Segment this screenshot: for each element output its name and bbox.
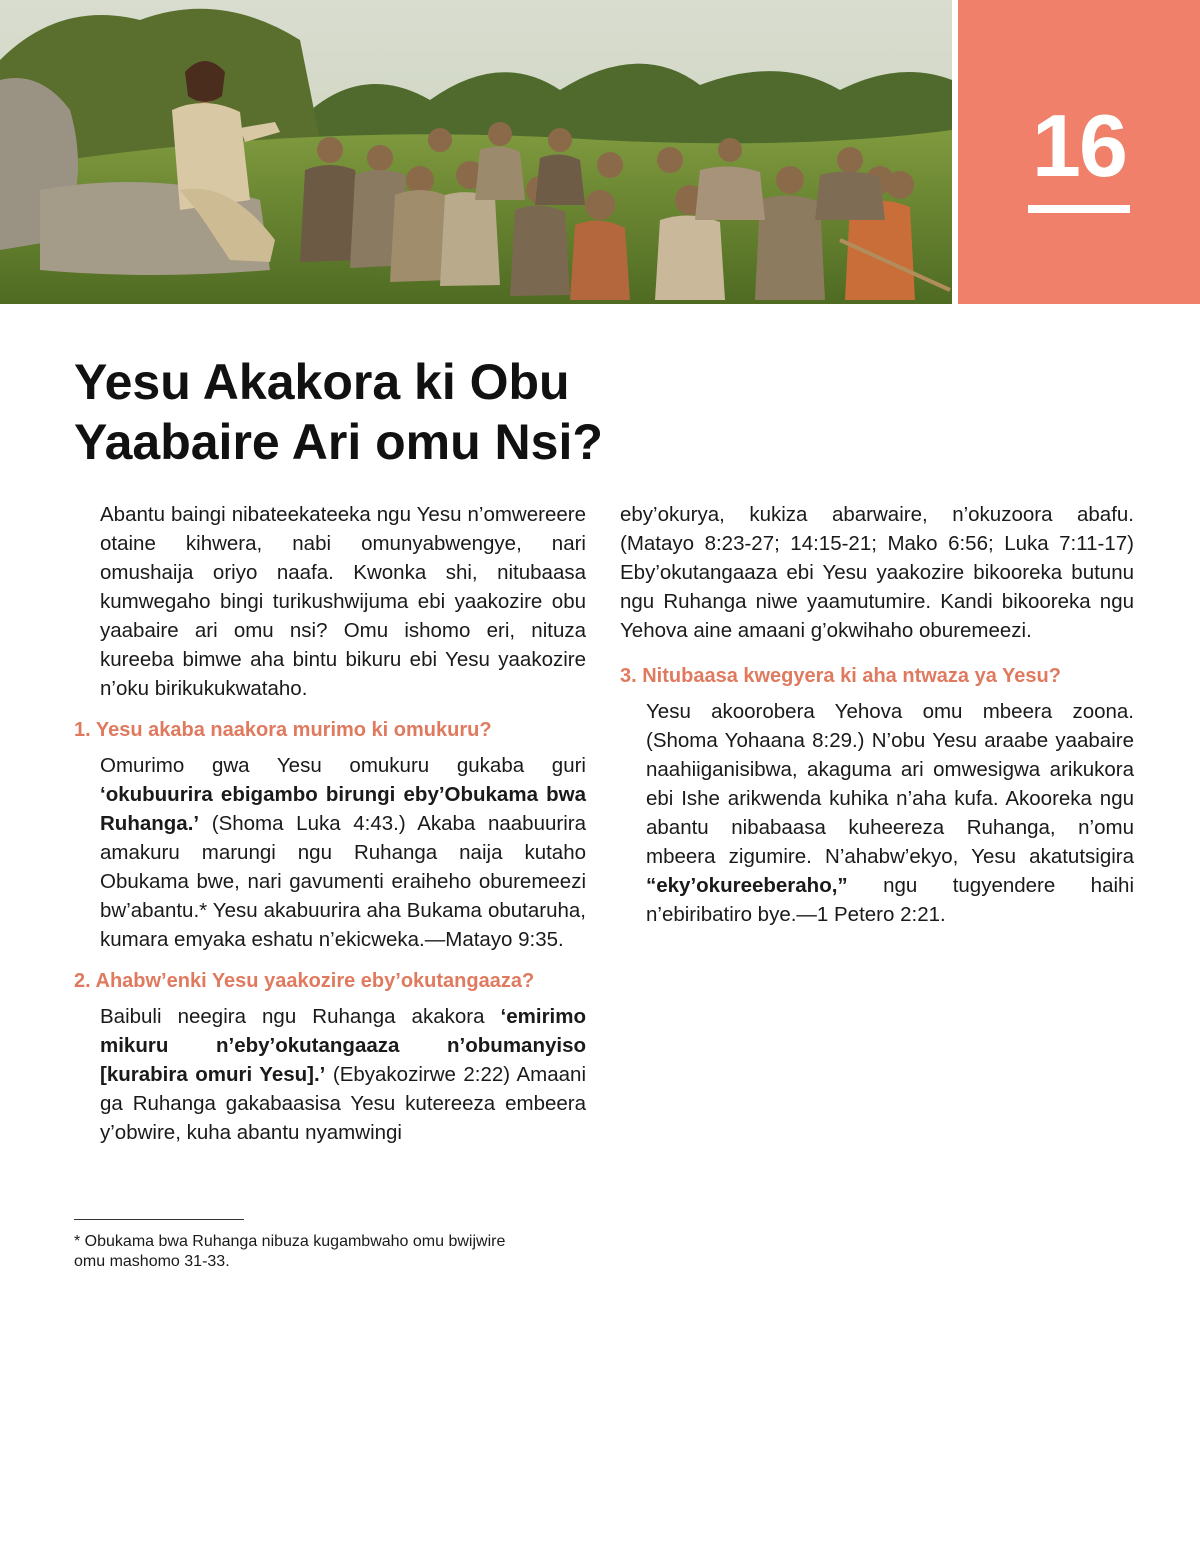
section-2-paragraph (74, 1002, 586, 1147)
section-3-bold-quote: “eky’okureeberaho,” (646, 874, 848, 897)
section-1-heading: 1. Yesu akaba naakora murimo ki omukuru? (74, 719, 492, 741)
section-2-heading: 2. Ahabw’enki Yesu yaakozire eby’okutangaaza? (74, 970, 535, 992)
section-3-paragraph (620, 697, 1134, 929)
section-3-text-b: ngu tugyendere haihi n’ebiribatiro bye.—1 Petero 2:21. (646, 874, 1134, 926)
section-2-text-b: (Ebyakozirwe 2:22) Amaani ga Ruhanga gakabaasisa Yesu kutereeza embeera y’obwire, kuha abantu nyamwingi (100, 1063, 586, 1144)
lesson-number: 16 (1032, 96, 1126, 195)
footnote-line-1: * Obukama bwa Ruhanga nibuza kugambwaho omu bwijwire (74, 1233, 506, 1250)
page-title (74, 352, 694, 472)
intro-paragraph: Abantu baingi nibateekateeka ngu Yesu n’omwereere otaine kihwera, nabi omunyabwengye, nari omushaija oriyo naafa. Kwonka shi, nitubaasa kumwegaho bingi turikushwijuma ebi yaakozire obu yaabaire ari omu nsi? Omu ishomo eri, nituza kureeba bimwe aha bintu bikuru ebi Yesu yaakozire n’oku birikukukwataho. (100, 503, 586, 700)
section-2-bold-quote: ‘emirimo mikuru n’eby’okutangaaza n’obumanyiso [kurabira omuri Yesu].’ (100, 1005, 586, 1086)
title-line-1: Yesu Akakora ki Obu (74, 354, 570, 410)
section-3-text-a: Yesu akoorobera Yehova omu mbeera zoona. (Shoma Yohaana 8:29.) N’obu Yesu araabe yaabaire naahiiganisibwa, akaguma ari omwesigwa arikukora ebi Ishe arikwenda kuhika n’aha kufa. Akooreka ngu abantu nibabaasa kuheereza Ruhanga, n’omu mbeera zigumire. N’ahabw’ekyo, Yesu akatutsigira (646, 700, 1134, 868)
section-1-bold-quote: ‘okubuurira ebigambo birungi eby’Obukama bwa Ruhanga.’ (100, 783, 586, 835)
footnote (74, 1232, 584, 1272)
section-1-paragraph (74, 751, 586, 954)
hero-image (0, 0, 952, 304)
lesson-number-box (958, 0, 1200, 304)
section-1-text-b: (Shoma Luka 4:43.) Akaba naabuurira amakuru marungi ngu Ruhanga naija kutaho Obukama bwe, nari gavumenti eraiheho oburemeezi bw’abantu.* Yesu akabuurira aha Bukama obutaruha, kumara emyaka eshatu n’ekicweka.—Matayo 9:35. (100, 812, 586, 951)
section-1-text-a: Omurimo gwa Yesu omukuru gukaba guri (100, 754, 586, 777)
scene-jesus-teaching-crowd-icon (0, 0, 952, 304)
section-2-text-a: Baibuli neegira ngu Ruhanga akakora (100, 1005, 501, 1028)
footnote-rule (74, 1219, 244, 1220)
right-column (620, 500, 1134, 929)
section-2-continued: eby’okurya, kukiza abarwaire, n’okuzoora abafu. (Matayo 8:23-27; 14:15-21; Mako 6:56; Luka 7:11-17) Eby’okutangaaza ebi Yesu yaakozire bikooreka butunu ngu Ruhanga niwe yaamutumire. Kandi bikooreka ngu Yehova aine amaani g’okwihaho oburemeezi. (620, 503, 1134, 642)
title-line-2: Yaabaire Ari omu Nsi? (74, 414, 603, 470)
footnote-line-2: omu mashomo 31-33. (74, 1253, 230, 1270)
lesson-number-underline (1028, 205, 1130, 213)
section-3-heading: 3. Nitubaasa kwegyera ki aha ntwaza ya Yesu? (620, 665, 1061, 687)
left-column (74, 500, 586, 1147)
